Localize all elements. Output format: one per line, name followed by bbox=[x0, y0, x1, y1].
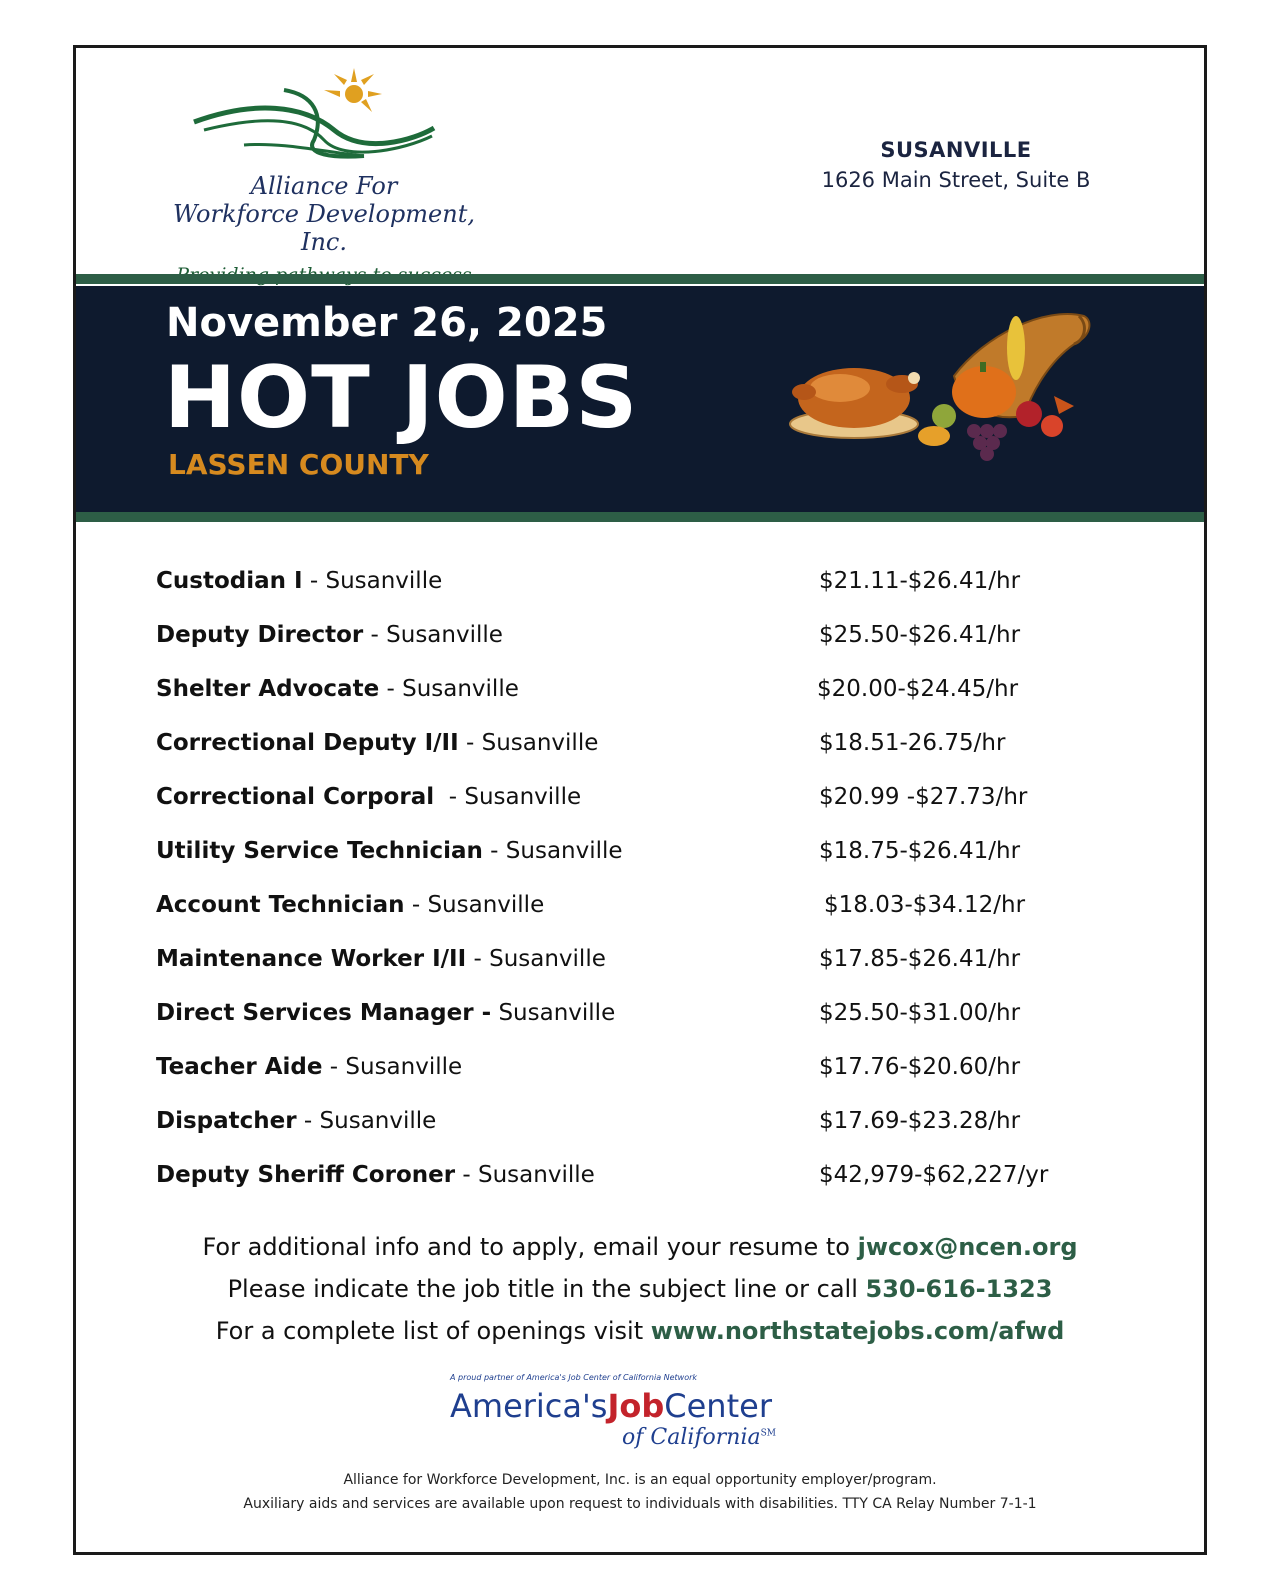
job-row bbox=[156, 1162, 1136, 1216]
job-pay: $20.00-$24.45/hr bbox=[817, 676, 1019, 702]
job-title: Maintenance Worker I/II bbox=[156, 946, 467, 972]
office-address bbox=[806, 138, 1106, 192]
job-title: Account Technician bbox=[156, 892, 405, 918]
contact-email-link[interactable]: jwcox@ncen.org bbox=[857, 1233, 1078, 1261]
ajcc-sm: SM bbox=[760, 1428, 777, 1439]
ajcc-partner-text: A proud partner of America's Job Center of California Network bbox=[450, 1373, 698, 1382]
job-location: - Susanville bbox=[455, 1162, 595, 1188]
website-link[interactable]: www.northstatejobs.com/afwd bbox=[650, 1317, 1065, 1345]
address-street: 1626 Main Street, Suite B bbox=[821, 168, 1091, 192]
banner-date: November 26, 2025 bbox=[166, 300, 608, 346]
footer-line1: Alliance for Workforce Development, Inc. is an equal opportunity employer/program. bbox=[343, 1472, 937, 1488]
job-pay: $18.75-$26.41/hr bbox=[819, 838, 1021, 864]
flyer bbox=[73, 45, 1207, 1555]
job-location: - Susanville bbox=[302, 568, 443, 594]
job-row bbox=[156, 1054, 1136, 1108]
thanksgiving-cornucopia-icon bbox=[784, 296, 1104, 466]
job-title: Utility Service Technician bbox=[156, 838, 483, 864]
job-pay: $25.50-$31.00/hr bbox=[819, 1000, 1021, 1026]
bottom-divider bbox=[76, 512, 1204, 522]
jobs-list bbox=[156, 568, 1136, 1216]
job-title: Deputy Sheriff Coroner bbox=[156, 1162, 456, 1188]
job-pay: $21.11-$26.41/hr bbox=[819, 568, 1021, 594]
job-pay: $20.99 -$27.73/hr bbox=[819, 784, 1028, 810]
footer-line2: Auxiliary aids and services are available upon request to individuals with disabilities. TTY CA Relay Number 7-1-1 bbox=[243, 1496, 1037, 1512]
ajcc-of-california-text: of California bbox=[622, 1425, 761, 1450]
job-location: Susanville bbox=[491, 1000, 616, 1026]
job-title: Dispatcher bbox=[156, 1108, 297, 1134]
job-pay: $18.51-26.75/hr bbox=[819, 730, 1006, 756]
job-title: Correctional Deputy I/II bbox=[156, 730, 459, 756]
contact-line3: For a complete list of openings visit bbox=[215, 1317, 651, 1345]
contact-line1: For additional info and to apply, email your resume to bbox=[202, 1233, 858, 1261]
job-pay: $17.85-$26.41/hr bbox=[819, 946, 1021, 972]
job-location: - Susanville bbox=[404, 892, 545, 918]
job-pay: $18.03-$34.12/hr bbox=[824, 892, 1026, 918]
job-title: Custodian I bbox=[156, 568, 303, 594]
job-row bbox=[156, 838, 1136, 892]
job-row bbox=[156, 730, 1136, 784]
job-pay: $42,979-$62,227/yr bbox=[819, 1162, 1049, 1188]
job-location: - Susanville bbox=[434, 784, 582, 810]
job-title: Shelter Advocate bbox=[156, 676, 380, 702]
job-row bbox=[156, 892, 1136, 946]
footer bbox=[76, 1468, 1204, 1516]
contact-info bbox=[76, 1226, 1204, 1352]
banner-county: LASSEN COUNTY bbox=[168, 448, 429, 481]
job-location: - Susanville bbox=[458, 730, 599, 756]
job-row bbox=[156, 946, 1136, 1000]
address-city: SUSANVILLE bbox=[880, 138, 1032, 162]
org-name-line1: Alliance For bbox=[250, 172, 398, 200]
job-pay: $17.76-$20.60/hr bbox=[819, 1054, 1021, 1080]
logo-swoosh-icon bbox=[164, 60, 484, 170]
job-title: Deputy Director bbox=[156, 622, 364, 648]
job-location: - Susanville bbox=[322, 1054, 463, 1080]
job-row bbox=[156, 1000, 1136, 1054]
banner-title: HOT JOBS bbox=[164, 348, 639, 448]
job-row bbox=[156, 676, 1136, 730]
ajcc-logo bbox=[446, 1373, 796, 1453]
job-location: - Susanville bbox=[296, 1108, 437, 1134]
ajcc-of-california bbox=[622, 1425, 776, 1450]
job-title: Teacher Aide bbox=[156, 1054, 323, 1080]
ajcc-job: Job bbox=[607, 1387, 665, 1425]
job-row bbox=[156, 568, 1136, 622]
job-title: Direct Services Manager - bbox=[156, 1000, 492, 1026]
top-divider bbox=[76, 274, 1204, 284]
job-pay: $25.50-$26.41/hr bbox=[819, 622, 1021, 648]
ajcc-wordmark bbox=[450, 1387, 772, 1425]
job-row bbox=[156, 1108, 1136, 1162]
job-location: - Susanville bbox=[466, 946, 606, 972]
ajcc-center: Center bbox=[664, 1387, 772, 1425]
org-logo bbox=[164, 60, 484, 270]
job-pay: $17.69-$23.28/hr bbox=[819, 1108, 1021, 1134]
job-location: - Susanville bbox=[363, 622, 503, 648]
job-location: - Susanville bbox=[379, 676, 519, 702]
contact-phone-link[interactable]: 530-616-1323 bbox=[865, 1275, 1053, 1303]
hot-jobs-banner bbox=[76, 286, 1204, 514]
job-location: - Susanville bbox=[482, 838, 623, 864]
ajcc-america: America's bbox=[450, 1387, 608, 1425]
job-row bbox=[156, 622, 1136, 676]
contact-line2: Please indicate the job title in the subject line or call bbox=[227, 1275, 866, 1303]
job-row bbox=[156, 784, 1136, 838]
org-name-line2: Workforce Development, Inc. bbox=[173, 200, 475, 256]
job-title: Correctional Corporal bbox=[156, 784, 435, 810]
